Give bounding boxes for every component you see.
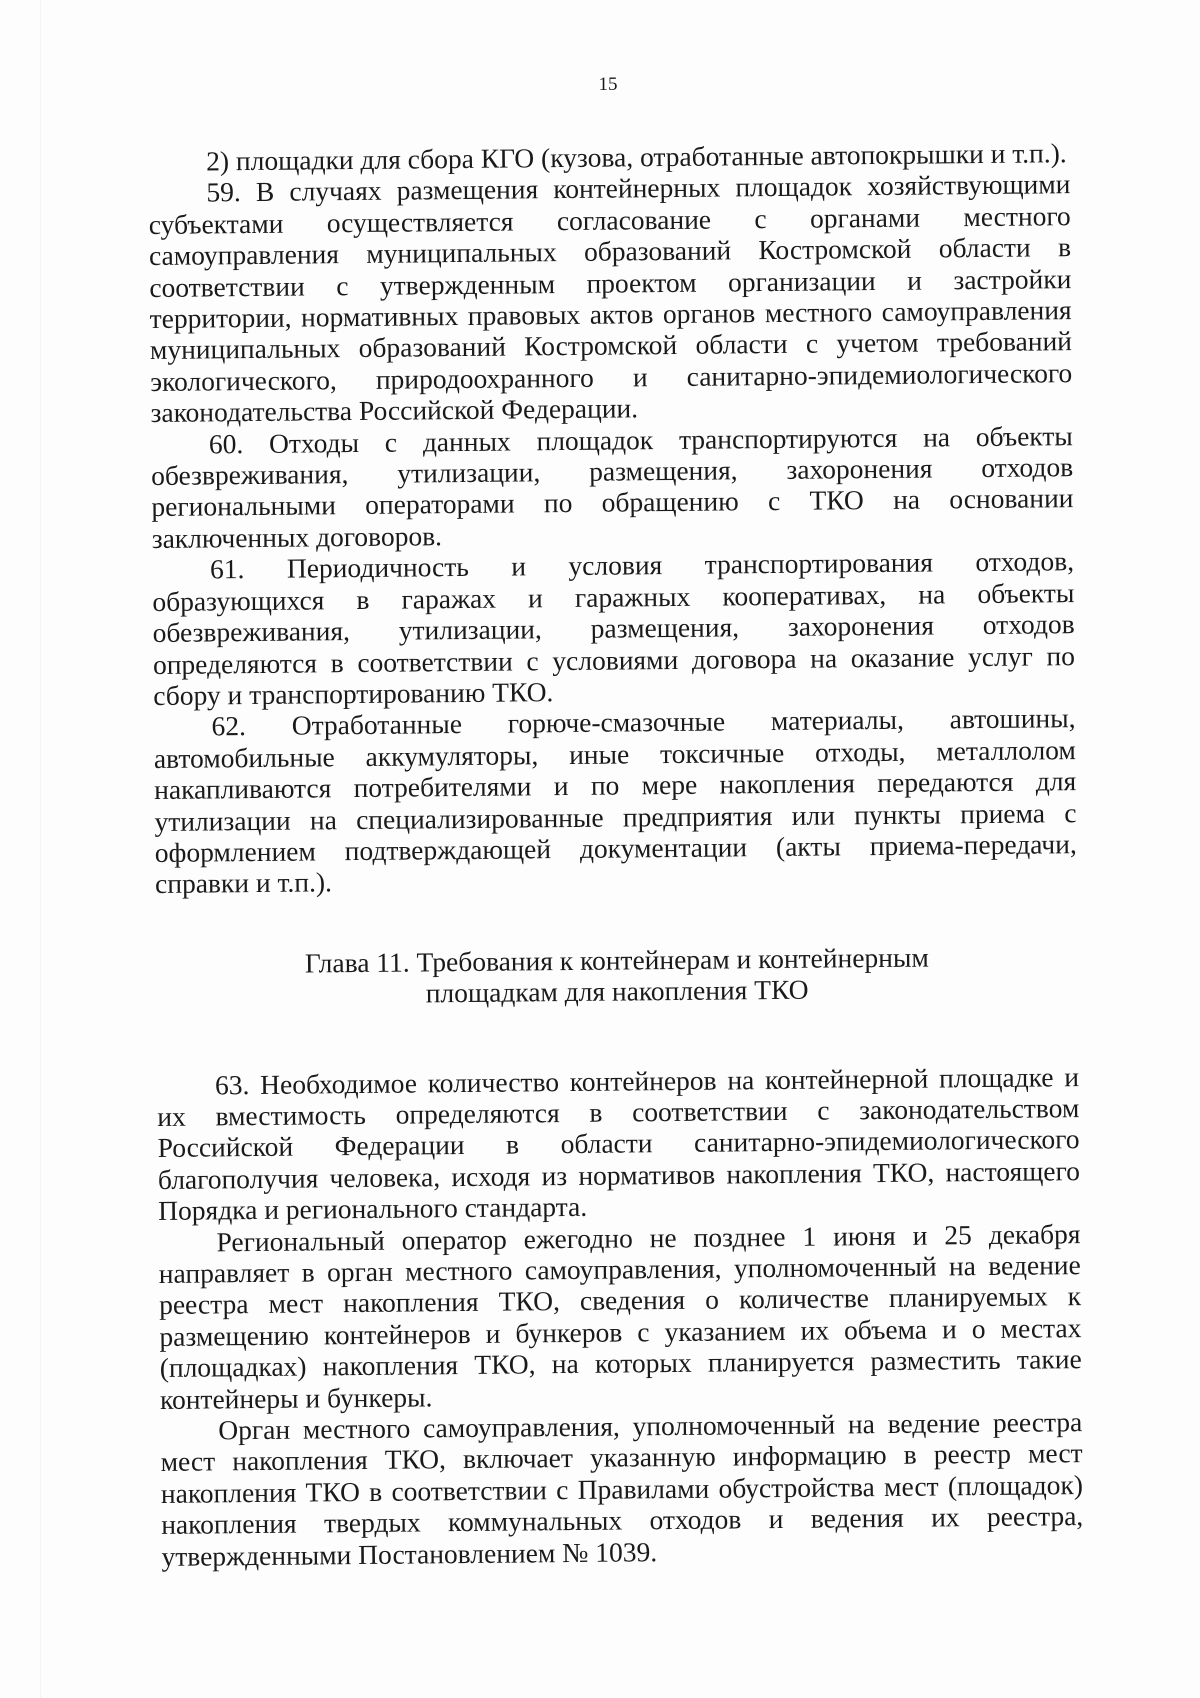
chapter-heading (156, 940, 1079, 1012)
paragraph-local-authority: Орган местного самоуправления, уполномоченный на ведение реестра мест накопления ТКО, включает указанную информацию в реестр мест накопления ТКО в соответствии с Правилами обустройства мест (площадок) накопления твердых коммунальных отходов и ведения их реестра, утвержденными Постановлением № 1039. (160, 1406, 1084, 1572)
chapter-heading-line1: Глава 11. Требования к контейнерам и контейнерным (304, 941, 929, 979)
paragraph-61: 61. Периодичность и условия транспортирования отходов, образующихся в гаражах и гаражных кооперативах, на объекты обезвреживания, утилизации, размещения, захоронения отходов определяются в соответствии с условиями договора на оказание услуг по сбору и транспортированию ТКО. (152, 545, 1076, 711)
page-number: 15 (598, 74, 618, 95)
paragraph-62: 62. Отработанные горюче-смазочные материалы, автошины, автомобильные аккумуляторы, иные токсичные отходы, металлолом накапливаются потребителями и по мере накопления передаются для утилизации на специализированные предприятия или пункты приема с оформлением подтверждающей документации (акты приема-передачи, справки и т.п.). (153, 702, 1077, 900)
paragraph-60: 60. Отходы с данных площадок транспортируются на объекты обезвреживания, утилизации, размещения, захоронения отходов региональными операторами по обращению с ТКО на основании заключенных договоров. (151, 419, 1074, 554)
document-body (148, 137, 1084, 1572)
chapter-11-body (157, 1061, 1084, 1572)
paragraph-59: 59. В случаях размещения контейнерных площадок хозяйствующими субъектами осуществляется согласование с органами местного самоуправления муниципальных образований Костромской области в соответствии с утвержденным проектом организации и застройки территории, нормативных правовых актов органов местного самоуправления муниципальных образований Костромской области с учетом требований экологического, природоохранного и санитарно-эпидемиологического законодательства Российской Федерации. (148, 168, 1073, 429)
scan-edge-shadow (40, 0, 41, 1698)
paragraph-63: 63. Необходимое количество контейнеров на контейнерной площадке и их вместимость определяются в соответствии с законодательством Российской Федерации в области санитарно-эпидемиологического благополучия человека, исходя из нормативов накопления ТКО, настоящего Порядка и регионального стандарта. (157, 1060, 1081, 1227)
paragraph-item-2: 2) площадки для сбора КГО (кузова, отработанные автопокрышки и т.п.). (205, 137, 1067, 177)
paragraph-regional-operator: Региональный оператор ежегодно не позднее 1 июня и 25 декабря направляет в орган местного самоуправления, уполномоченный на ведение реестра мест накопления ТКО, сведения о количестве планируемых к размещению контейнеров и бункеров с указанием их объема и о местах (площадках) накопления ТКО, на которых планируется разместить такие контейнеры и бункеры. (158, 1217, 1082, 1415)
chapter-heading-line2: площадкам для накопления ТКО (425, 973, 809, 1009)
